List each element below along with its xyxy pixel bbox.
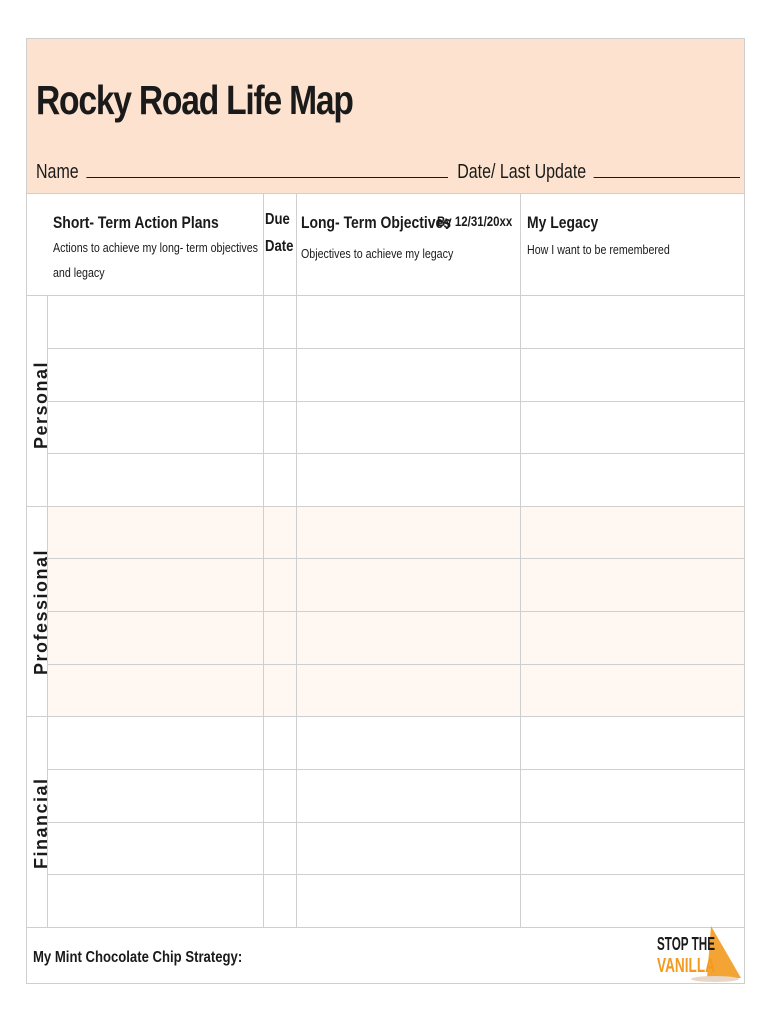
name-date-row	[36, 161, 740, 184]
grid-line-long	[296, 194, 297, 928]
grid-line-legacy	[520, 194, 521, 928]
section-label-professional: Professional	[31, 548, 51, 675]
section-line	[27, 716, 744, 717]
page-title: Rocky Road Life Map	[36, 77, 353, 123]
row-line	[47, 401, 744, 402]
name-label: Name	[36, 161, 79, 183]
legacy-subtitle: How I want to be remembered	[527, 242, 670, 257]
row-line	[47, 822, 744, 823]
date-field[interactable]	[594, 161, 740, 178]
strategy-label: My Mint Chocolate Chip Strategy:	[33, 949, 243, 966]
row-line	[47, 874, 744, 875]
logo-text-1: STOP THE	[657, 934, 715, 954]
section-label-personal: Personal	[31, 360, 51, 449]
short-term-subtitle-2: and legacy	[53, 265, 105, 280]
long-term-subtitle: Objectives to achieve my legacy	[301, 246, 454, 261]
long-term-by: By 12/31/20xx	[437, 213, 513, 229]
logo-text-2: VANILLA	[657, 955, 715, 977]
header-bottom-line	[27, 295, 744, 296]
name-field[interactable]	[86, 161, 448, 178]
short-term-subtitle-1: Actions to achieve my long- term objectives	[53, 240, 258, 255]
section-label-financial: Financial	[31, 777, 51, 869]
row-line	[47, 769, 744, 770]
header-top-line	[27, 193, 744, 194]
grid-line-due	[263, 194, 264, 928]
date-label: Date/ Last Update	[457, 161, 587, 183]
long-term-header	[301, 213, 513, 266]
stop-the-vanilla-logo	[655, 924, 743, 984]
date-col-label: Date	[265, 238, 294, 255]
due-label: Due	[265, 211, 290, 228]
section-line	[27, 506, 744, 507]
long-term-title: Long- Term Objectives	[301, 213, 452, 232]
legacy-header	[527, 213, 701, 262]
due-date-header	[265, 211, 300, 256]
life-map-sheet	[26, 38, 745, 984]
row-line	[47, 664, 744, 665]
short-term-title: Short- Term Action Plans	[53, 213, 219, 232]
row-line	[47, 558, 744, 559]
row-line	[47, 348, 744, 349]
legacy-title: My Legacy	[527, 213, 599, 232]
row-line	[47, 611, 744, 612]
row-line	[47, 453, 744, 454]
footer-line	[27, 927, 744, 928]
